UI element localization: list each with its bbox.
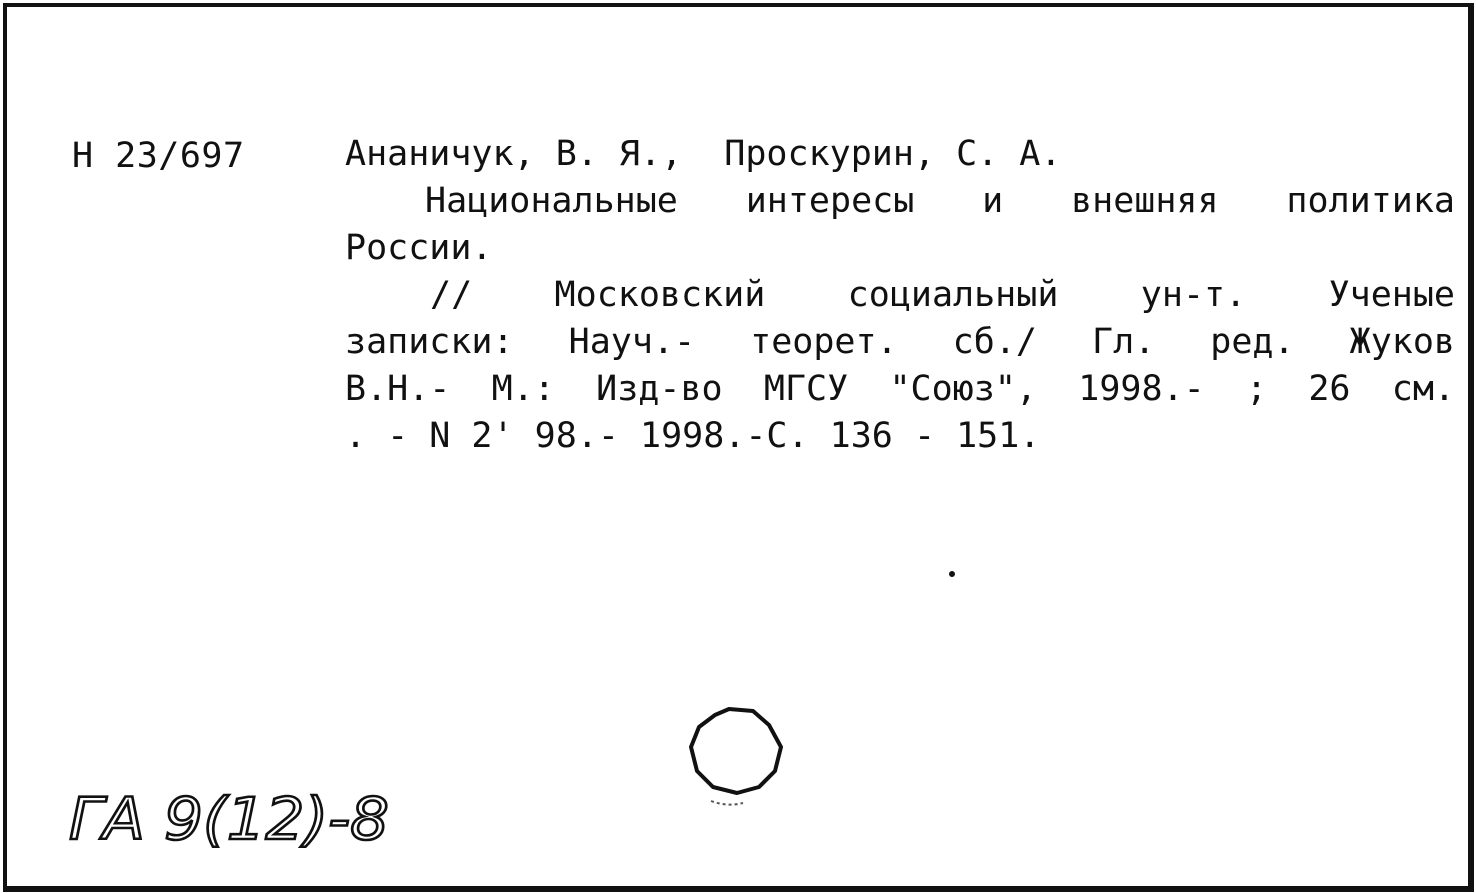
bibliographic-entry <box>345 131 1455 460</box>
stray-dot <box>949 571 955 577</box>
source-line-4: . - N 2' 98.- 1998.-С. 136 - 151. <box>345 416 1041 456</box>
title-line-2: России. <box>345 228 493 268</box>
authors-line: Ананичук, В. Я., Проскурин, С. А. <box>345 134 1062 174</box>
source-line-1: // Московский социальный ун-т. Ученые <box>430 275 1455 315</box>
shelfmark: Н 23/697 <box>72 136 245 176</box>
punch-hole-icon <box>667 697 807 827</box>
handwritten-classification-text: ГА 9(12)-8 <box>69 785 389 853</box>
title-line-1: Национальные интересы и внешняя политика <box>425 181 1455 221</box>
catalog-card <box>3 3 1474 892</box>
source-line-2: записки: Науч.- теорет. сб./ Гл. ред. Жуков <box>345 322 1455 362</box>
source-line-3: В.Н.- М.: Изд-во МГСУ "Союз", 1998.- ; 26 см. <box>345 369 1455 409</box>
handwritten-classification <box>67 767 407 867</box>
